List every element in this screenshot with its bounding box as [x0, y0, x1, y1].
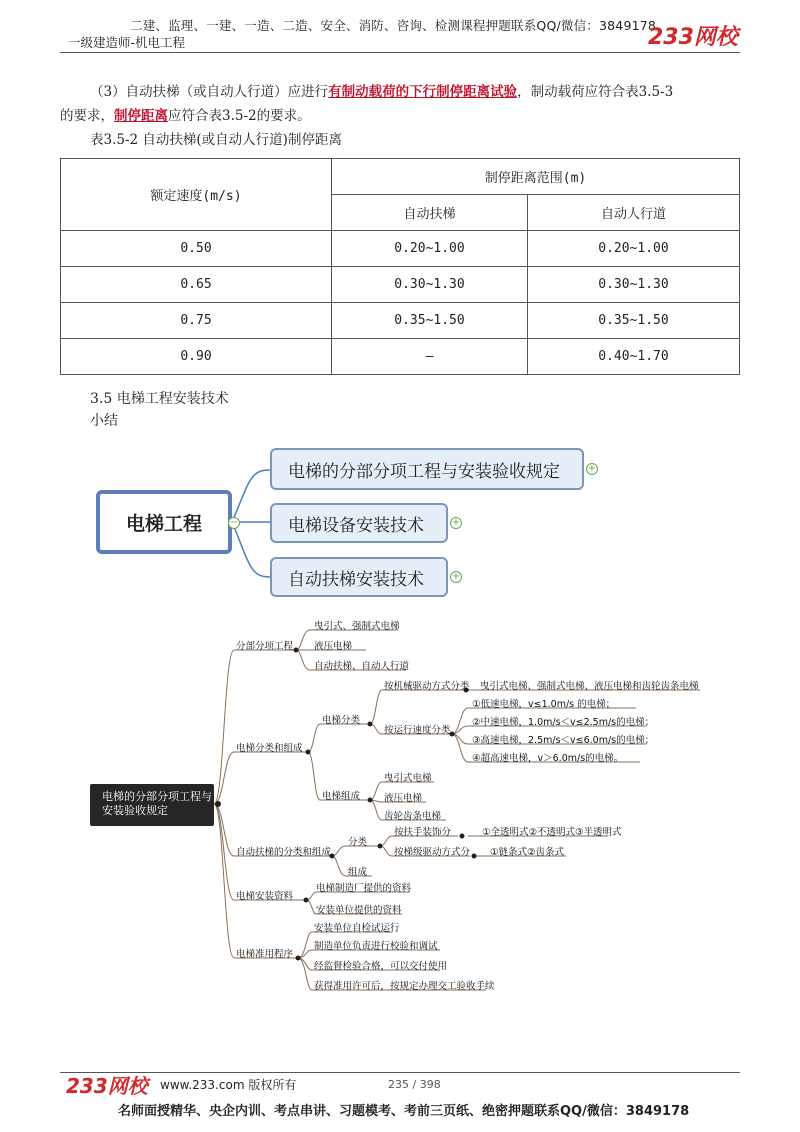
page-number: 235 / 398 — [388, 1078, 441, 1091]
node-speed-1: ①低速电梯，v≤1.0m/s 的电梯； — [472, 699, 616, 710]
node-esc-rail-v: ①全透明式②不透明式③半透明式 — [482, 827, 622, 838]
node-proc-3: 经监督检验合格，可以交付使用 — [314, 961, 448, 972]
para-text-2: ，制动载荷应符合表3.5-3 — [517, 84, 674, 100]
para-highlight-1: 有制动载荷的下行制停距离试验 — [328, 84, 518, 100]
node-fbfx-2: 液压电梯 — [314, 641, 353, 652]
cell-escalator: 0.35~1.50 — [332, 303, 528, 339]
cell-walkway: 0.20~1.00 — [528, 231, 740, 267]
para-text-1: （3）自动扶梯（或自动人行道）应进行 — [90, 84, 329, 100]
table-row — [61, 267, 740, 303]
node-esc: 自动扶梯的分类和组成 — [236, 847, 332, 858]
para-highlight-2: 制停距离 — [114, 108, 168, 124]
node-esc-rail: 按扶手装饰分 — [394, 827, 452, 838]
node-esc-comp: 组成 — [348, 867, 368, 878]
expand-icon[interactable]: + — [587, 463, 597, 474]
table-row — [61, 339, 740, 375]
para-text-4: 应符合表3.5-2的要求。 — [168, 108, 311, 124]
mindmap1-root: 电梯工程 — [96, 490, 232, 554]
node-fl-cls-drive: 按机械驱动方式分类 — [384, 681, 470, 692]
node-fl-cls-drive-v: 曳引式电梯、强制式电梯、液压电梯和齿轮齿条电梯 — [480, 681, 699, 692]
node-speed-4: ④超高速电梯，v＞6.0m/s的电梯。 — [472, 753, 624, 764]
header-walkway: 自动人行道 — [528, 195, 740, 231]
node-esc-cls: 分类 — [348, 837, 368, 848]
footer-logo: 233网校 — [66, 1074, 148, 1098]
node-esc-drive-v: ①链条式②齿条式 — [490, 847, 565, 858]
section-title: 3.5 电梯工程安装技术 — [90, 391, 229, 407]
header-subject: 一级建造师-机电工程 — [68, 35, 186, 50]
header-range: 制停距离范围(m) — [332, 159, 740, 195]
node-esc-drive: 按梯级驱动方式分 — [394, 847, 471, 858]
node-proc-1: 安装单位自检试运行 — [314, 923, 400, 934]
node-fl-cls-speed: 按运行速度分类 — [384, 725, 451, 736]
node-comp-3: 齿轮齿条电梯 — [384, 811, 442, 822]
cell-walkway: 0.35~1.50 — [528, 303, 740, 339]
para-text-3: 的要求， — [60, 108, 114, 124]
cell-walkway: 0.30~1.30 — [528, 267, 740, 303]
node-proc-2: 制造单位负责进行校验和调试 — [314, 941, 438, 952]
node-fl-cls: 电梯分类 — [322, 715, 361, 726]
node-fbfx: 分部分项工程 — [236, 641, 294, 652]
expand-icon[interactable]: + — [451, 571, 461, 582]
node-comp-1: 曳引式电梯 — [384, 773, 432, 784]
node-docs: 电梯安装资料 — [236, 891, 294, 902]
mindmap1-branch-2: 电梯设备安装技术 — [270, 503, 448, 543]
table-row — [61, 303, 740, 339]
node-proc-4: 获得准用许可后，按规定办理交工验收手续 — [314, 981, 495, 992]
header-divider — [60, 52, 740, 53]
node-fbfx-3: 自动扶梯、自动人行道 — [314, 661, 410, 672]
cell-speed: 0.65 — [61, 267, 332, 303]
mindmap1-branch-1: 电梯的分部分项工程与安装验收规定 — [270, 448, 584, 490]
collapse-icon[interactable]: − — [229, 517, 239, 528]
stopping-distance-table — [60, 158, 740, 375]
section-subtitle: 小结 — [90, 413, 118, 429]
cell-speed: 0.90 — [61, 339, 332, 375]
cell-escalator: 0.30~1.30 — [332, 267, 528, 303]
footer-contact-line: 名师面授精华、央企内训、考点串讲、习题模考、考前三页纸、绝密押题联系QQ/微信：3849178 — [118, 1104, 690, 1119]
table-caption: 表3.5-2 自动扶梯(或自动人行道)制停距离 — [90, 132, 342, 148]
mindmap1-branch-3: 自动扶梯安装技术 — [270, 557, 448, 597]
node-fl: 电梯分类和组成 — [236, 743, 303, 754]
node-proc: 电梯准用程序 — [236, 949, 294, 960]
header-speed: 额定速度(m/s) — [61, 159, 332, 231]
node-docs-2: 安装单位提供的资料 — [316, 905, 402, 916]
expand-icon[interactable]: + — [451, 517, 461, 528]
mindmap2-root: 电梯的分部分项工程与安装验收规定 — [90, 784, 214, 826]
cell-walkway: 0.40~1.70 — [528, 339, 740, 375]
cell-escalator: — — [332, 339, 528, 375]
footer-copyright: www.233.com 版权所有 — [160, 1078, 297, 1092]
node-comp-2: 液压电梯 — [384, 793, 423, 804]
body-paragraph — [60, 80, 750, 128]
header-contact-line: 二建、监理、一建、一造、二造、安全、消防、咨询、检测课程押题联系QQ/微信：3849178 — [130, 18, 657, 33]
header-escalator: 自动扶梯 — [332, 195, 528, 231]
node-speed-3: ③高速电梯，2.5m/s＜v≤6.0m/s的电梯； — [472, 735, 655, 746]
cell-speed: 0.50 — [61, 231, 332, 267]
footer-divider — [60, 1072, 740, 1073]
table-row — [61, 231, 740, 267]
node-fbfx-1: 曳引式、强制式电梯 — [314, 621, 400, 632]
header-logo: 233网校 — [648, 25, 738, 50]
cell-speed: 0.75 — [61, 303, 332, 339]
cell-escalator: 0.20~1.00 — [332, 231, 528, 267]
node-docs-1: 电梯制造厂提供的资料 — [316, 883, 412, 894]
node-fl-comp: 电梯组成 — [322, 791, 361, 802]
node-speed-2: ②中速电梯，1.0m/s＜v≤2.5m/s的电梯； — [472, 717, 655, 728]
